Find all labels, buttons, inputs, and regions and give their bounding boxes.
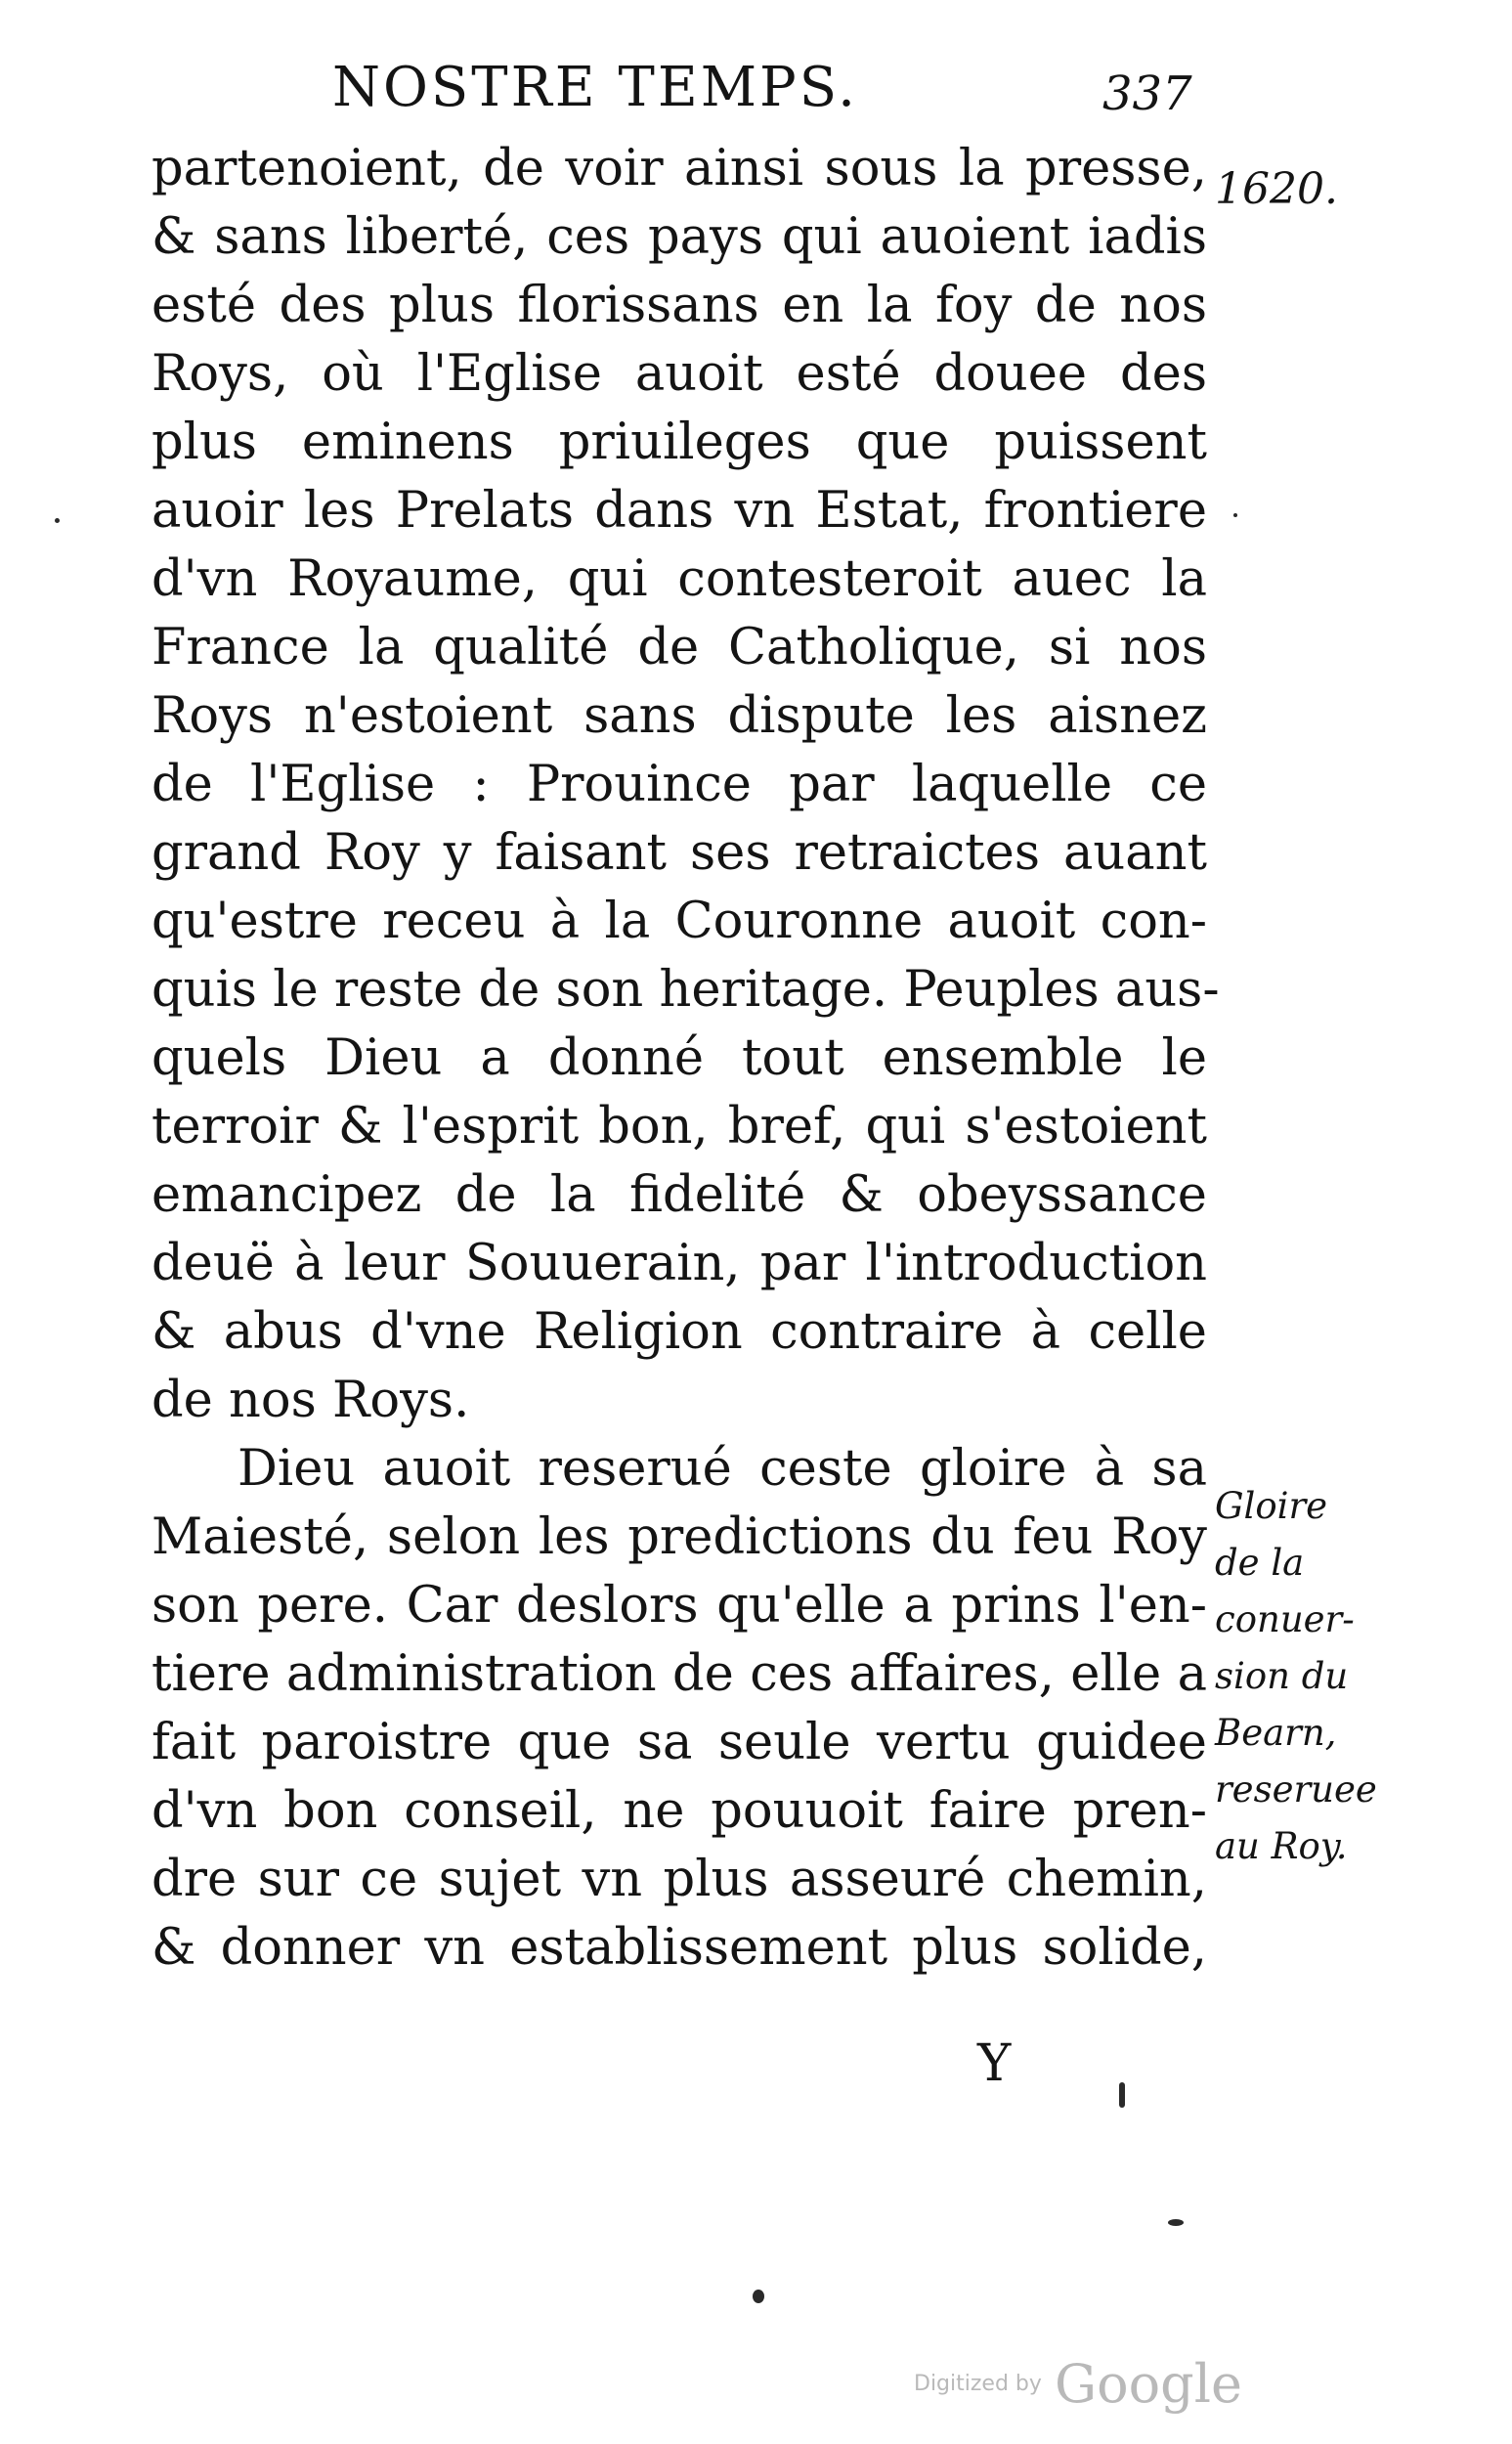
- scan-speck: [55, 518, 60, 523]
- text-line: emancipez de la fidelité & obeyssance: [151, 1166, 1207, 1224]
- scan-speck: [753, 2290, 764, 2303]
- text-line: terroir & l'esprit bon, bref, qui s'estoient: [151, 1098, 1207, 1156]
- scan-speck: [1119, 2082, 1125, 2108]
- marginal-note: [1215, 1478, 1377, 1875]
- marginal-note-line: au Roy.: [1215, 1825, 1348, 1867]
- text-line: auoir les Prelats dans vn Estat, frontiere: [151, 482, 1207, 540]
- text-line: quis le reste de son heritage. Peuples aus-: [151, 961, 1220, 1019]
- marginal-note-line: Bearn,: [1215, 1712, 1337, 1754]
- digitized-prefix: Digitized by: [914, 2372, 1042, 2396]
- marginal-note-line: reseruee: [1215, 1768, 1377, 1811]
- running-title: NOSTRE TEMPS.: [332, 56, 858, 119]
- body-text: [151, 135, 1220, 1983]
- text-line: son pere. Car deslors qu'elle a prins l'en-: [151, 1577, 1207, 1635]
- text-line: d'vn bon conseil, ne pouuoit faire pren-: [151, 1782, 1207, 1840]
- margin-year: 1620.: [1215, 164, 1338, 214]
- text-line: & donner vn establissement plus solide,: [151, 1919, 1207, 1977]
- scan-speck: [1168, 2219, 1184, 2226]
- text-line: de l'Eglise : Prouince par laquelle ce: [151, 756, 1207, 813]
- text-line: & sans liberté, ces pays qui auoient iadis: [151, 208, 1207, 266]
- text-line: qu'estre receu à la Couronne auoit con-: [151, 893, 1207, 950]
- marginal-note-line: conuer-: [1215, 1598, 1355, 1640]
- text-line: esté des plus florissans en la foy de nos: [151, 277, 1207, 334]
- text-line: Dieu auoit reserué ceste gloire à sa: [238, 1440, 1207, 1498]
- text-line: fait paroistre que sa seule vertu guidee: [151, 1714, 1207, 1771]
- text-line: Maiesté, selon les predictions du feu Roy: [151, 1508, 1207, 1566]
- text-line: Roys n'estoient sans dispute les aisnez: [151, 687, 1207, 745]
- text-line: & abus d'vne Religion contraire à celle: [151, 1303, 1207, 1361]
- page-number: 337: [1102, 66, 1192, 121]
- text-line: de nos Roys.: [151, 1372, 470, 1429]
- text-line: Roys, où l'Eglise auoit esté douee des: [151, 345, 1207, 403]
- marginal-note-line: de la: [1215, 1542, 1305, 1584]
- marginal-note-line: Gloire: [1215, 1485, 1328, 1527]
- google-logo: Google: [1055, 2353, 1242, 2415]
- scan-speck: [1233, 513, 1237, 517]
- text-line: d'vn Royaume, qui contesteroit auec la: [151, 550, 1207, 608]
- text-line: tiere administration de ces affaires, elle a: [151, 1645, 1207, 1703]
- signature-mark: Y: [977, 2034, 1012, 2093]
- text-line: deuë à leur Souuerain, par l'introduction: [151, 1235, 1207, 1292]
- text-line: partenoient, de voir ainsi sous la presse,: [151, 140, 1207, 197]
- text-line: dre sur ce sujet vn plus asseuré chemin,: [151, 1851, 1207, 1908]
- text-line: quels Dieu a donné tout ensemble le: [151, 1029, 1207, 1087]
- digitized-watermark: [914, 2353, 1242, 2415]
- marginal-note-line: sion du: [1215, 1655, 1349, 1697]
- text-line: grand Roy y faisant ses retraictes auant: [151, 824, 1207, 882]
- text-line: plus eminens priuileges que puissent: [151, 414, 1207, 471]
- text-line: France la qualité de Catholique, si nos: [151, 619, 1207, 676]
